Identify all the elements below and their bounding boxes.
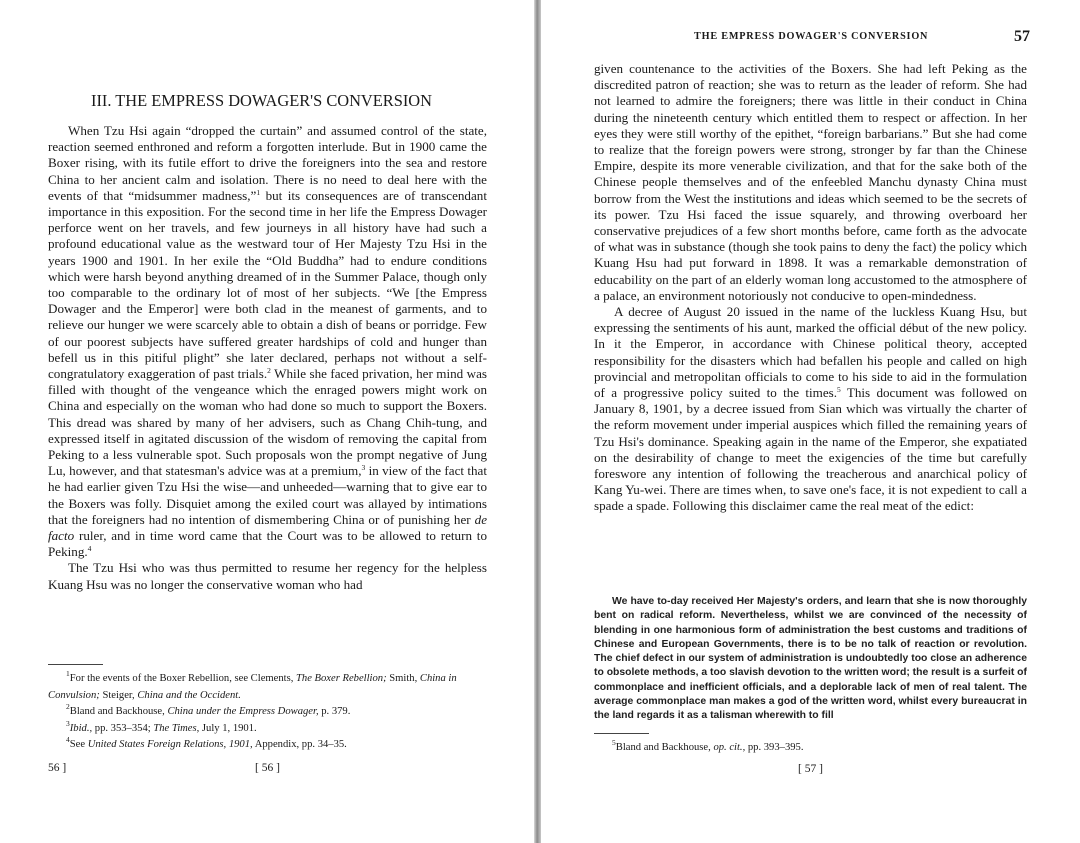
footnote-ref[interactable]: 5 (837, 385, 841, 395)
running-head: THE EMPRESS DOWAGER'S CONVERSION (694, 31, 929, 42)
left-page (0, 0, 536, 843)
footnote: $^5$Bland and Backhouse, op. cit., pp. 393–395. (612, 738, 804, 753)
paragraph: The Tzu Hsi who was thus permitted to resume her regency for the helpless Kuang Hsu was no longer the conservative woman who had (48, 560, 487, 592)
page-number-top: 57 (1014, 28, 1030, 45)
footnote-rule (48, 664, 103, 665)
footnote-ref[interactable]: 3 (361, 463, 366, 473)
left-body-text (48, 123, 487, 593)
page-number-left: 56 ] (48, 762, 67, 774)
footnotes (594, 740, 1027, 757)
footnotes (48, 671, 487, 754)
footnote-ref[interactable]: 4 (87, 544, 92, 554)
edict-extract: We have to-day received Her Majesty's orders, and learn that she is now thoroughly bent on radical reform. Nevertheless, whilst we are convinced of the necessity of blending in one harmonious form of administration the best customs and traditions of Chinese and European Governments, there is to be no talk of reaction or revolution. The chief defect in our system of administration is undoubtedly too close an adherence to obsolete methods, a too slavish devotion to the written word; the result is a surfeit of commonplace and inefficient officials, and a deplorable lack of men of real talent. The average commonplace man makes a god of the written word, whilst every bureaucrat in the land regards it as a talisman wherewith to fill (594, 596, 1027, 722)
chapter-title: III. THE EMPRESS DOWAGER'S CONVERSION (91, 91, 432, 110)
book-gutter (534, 0, 541, 843)
footnote: $^1$For the events of the Boxer Rebellion, see Clements, The Boxer Rebellion; Smith, China in Convulsion; Steiger, China and the Occident. (48, 669, 457, 701)
footnote: $^4$See United States Foreign Relations, 1901, Appendix, pp. 34–35. (66, 735, 347, 750)
paragraph: given countenance to the activities of the Boxers. She had left Peking as the discredited patron of reaction; she was to return as the leader of reform. She had not learned to admire the foreigners; there was little in their conduct in China during the nineteenth century which entitled them to respect or affection. In her eyes they were still worthy of the epithet, “foreign barbarians.” But she had come to realize that the foreign powers were strong, stronger by far than the Chinese Empire, despite its more venerable civilization, and that for the sake both of the Chinese people themselves and of the enfeebled Manchu dynasty China must borrow from the West the institutions and ideas which seemed to be the secrets of its power. Tzu Hsi faced the issue squarely, and throwing overboard her conservative prejudices of a few short months before, came forth as the advocate of what was in substance (though she took pains to deny the fact) the policy which Kuang Hsu had put forward in 1898. It was a remarkable demonstration of educability on the part of an elderly woman long accustomed to the atmosphere of a palace, an environment notoriously not conducive to open-mindedness. (594, 61, 1027, 303)
italic-phrase: de facto (48, 511, 487, 544)
paragraph: When Tzu Hsi again “dropped the curtain” and assumed control of the state, reaction seemed enthroned and reform a forgotten interlude. But in 1900 came the Boxer rising, with its futile effort to drive the foreigners into the sea and restore China to her ancient calm and isolation. There is no need to deal here with the events of that “midsummer madness,”$^1$ but its consequences are of transcendant importance in this exposition. For the second time in her life the Empress Dowager perforce went on her travels, and few journeys in all history have had such a profound educational value as the westward tour of Her Majesty Tzu Hsi in the years 1900 and 1901. In her exile the “Old Buddha” had to endure conditions which were harsh beyond anything dreamed of in the Summer Palace, though only too comparable to the ordinary lot of most of her subjects. “We [the Empress Dowager and the Emperor] were both clad in the meanest of garments, and to relieve our hunger we were scarcely able to obtain a dish of beans or porridge. Few of our poorest subjects have suffered greater hardships of cold and hunger than befell us in this pitiful plight” she later declared, perhaps not without a self-congratulatory exaggeration of past trials.$^2$ While she faced privation, her mind was filled with thought of the vengeance which the enraged powers might work on China and especially on the woman who had done so much to support the Boxers. This dread was shared by many of her advisers, such as Chang Chih-tung, and expressed itself in agitated discussion of the wisdom of removing the capital from Peking to a less vulnerable spot. Such proposals won the prompt negative of Jung Lu, however, and that statesman's advice was at a premium,$^3$ in view of the fact that he had earlier given Tzu Hsi the wise—and unheeded—warning that to give ear to the Boxers was folly. Disquiet among the exiled court was allayed by intimations that the foreigners had no intention of dismembering China or of punishing her de facto ruler, and in time word came that the Court was to be allowed to return to Peking.$^4$ (48, 123, 487, 560)
footnote-rule (594, 733, 649, 734)
footnote: $^2$Bland and Backhouse, China under the Empress Dowager, p. 379. (66, 702, 351, 717)
paragraph: A decree of August 20 issued in the name of the luckless Kuang Hsu, but expressing the sentiments of his aunt, marked the official début of the new policy. In it the Emperor, in accordance with Chinese political theory, accepted responsibility for the disasters which had befallen his people and called on high provincial and metropolitan officials to come to his side to aid in the formulation of a progressive policy suited to the times.$^5$ This document was followed on January 8, 1901, by a decree issued from Sian which was virtually the charter of the reform movement under imperial auspices which filled the remaining years of Tzu Hsi's dominance. Speaking again in the name of the Emperor, she expatiated on the desirability of change to meet the exigencies of the time but carefully foreswore any intention of following the treacherous and anarchical policy of Kang Yu-wei. There are times when, to save one's face, it is not expedient to call a spade a spade. Following this disclaimer came the real meat of the edict: (594, 304, 1027, 514)
footnote-ref[interactable]: 2 (267, 366, 271, 376)
footnote-ref[interactable]: 1 (256, 187, 261, 197)
right-body-text (594, 61, 1027, 515)
page-number-center: [ 56 ] (255, 762, 280, 774)
footnote: $^3$Ibid., pp. 353–354; The Times, July 1, 1901. (66, 718, 257, 734)
page-number-center: [ 57 ] (798, 763, 823, 775)
